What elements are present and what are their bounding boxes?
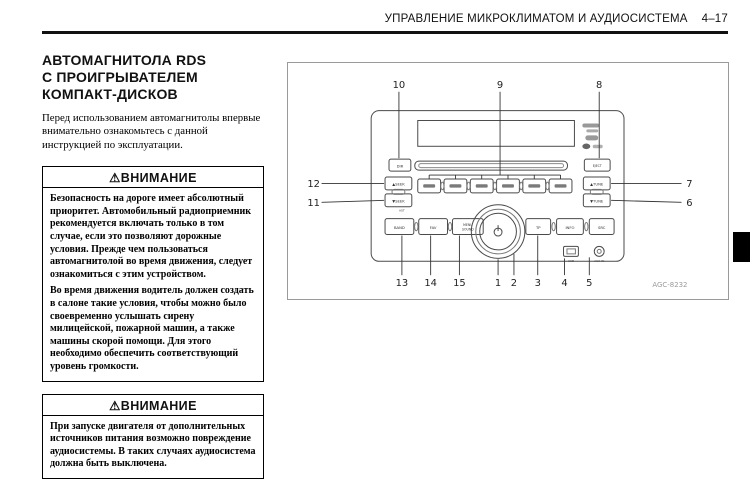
- preset-divider: [467, 182, 470, 190]
- warning-box-1: [42, 166, 264, 381]
- callout-12: 12: [307, 178, 320, 190]
- warning-box-2: [42, 394, 264, 479]
- warning-header: [43, 395, 263, 416]
- warning-body: [43, 416, 263, 478]
- figure-frame: [287, 62, 729, 300]
- usb-label: USB: [567, 258, 575, 263]
- usb-port-inner: [567, 249, 575, 254]
- intro-paragraph: Перед использованием автомагнитолы впервые внимательно ознакомьтесь с данной инструкцией по эксплуатации.: [42, 112, 261, 151]
- badge-icon: [582, 144, 590, 150]
- warning-body: [43, 188, 263, 380]
- callout-1: 1: [494, 278, 502, 290]
- callout-9: 9: [496, 79, 504, 91]
- figure-code: AGC-8232: [652, 281, 688, 290]
- preset-divider: [546, 182, 549, 190]
- tp-label: TP: [535, 226, 541, 231]
- callout-15: 15: [453, 278, 466, 290]
- button-divider: [552, 222, 555, 230]
- preset-divider: [441, 182, 444, 190]
- callout-2: 2: [510, 278, 518, 290]
- seek-down-label: ▼SEEK: [392, 199, 405, 204]
- callout-10: 10: [392, 79, 406, 91]
- section-thumb-tab: [733, 232, 750, 262]
- callout-13: 13: [395, 278, 409, 290]
- article-title-line: АВТОМАГНИТОЛА RDS: [42, 52, 207, 68]
- header-title: УПРАВЛЕНИЕ МИКРОКЛИМАТОМ И АУДИОСИСТЕМА: [384, 13, 688, 25]
- tune-up-label: ▲TUNE: [590, 182, 604, 187]
- info-label: INFO: [565, 226, 575, 231]
- callout-3: 3: [534, 278, 541, 290]
- radio-diagram: [288, 63, 726, 297]
- button-divider: [448, 222, 451, 230]
- brand-logo-icon: [582, 123, 599, 127]
- warning-title: ВНИМАНИЕ: [120, 398, 197, 413]
- button-divider: [585, 222, 588, 230]
- radio-display: [418, 121, 575, 147]
- preset-label-blob: [476, 184, 488, 187]
- page-number: 4–17: [701, 13, 728, 25]
- article-title-line: С ПРОИГРЫВАТЕЛЕМ: [42, 69, 198, 85]
- band-label: BAND: [393, 226, 405, 231]
- aux-label: AUX IN: [594, 258, 605, 263]
- warning-triangle-icon: ⚠: [109, 398, 121, 413]
- warning-paragraph: При запуске двигателя от дополнительных источников питания возможно повреждение аудиосистемы. В таких случаях аудиосистема должна быть выключена.: [50, 420, 256, 470]
- cd-logo-icon: [585, 135, 598, 140]
- volume-knob: [476, 209, 521, 254]
- ast-label: AST: [399, 208, 405, 213]
- warning-triangle-icon: ⚠: [109, 171, 121, 186]
- article-title-line: КОМПАКТ-ДИСКОВ: [42, 86, 178, 102]
- callout-7: 7: [686, 178, 693, 190]
- brand-logo-icon: [586, 129, 598, 132]
- page-header: [385, 13, 728, 25]
- preset-divider: [493, 182, 496, 190]
- cd-slot-inner: [419, 164, 564, 168]
- callout-6: 6: [686, 197, 693, 209]
- callout-8: 8: [596, 79, 603, 91]
- callout-14: 14: [424, 278, 437, 290]
- callout-11: 11: [307, 197, 320, 209]
- article-title: [42, 52, 264, 103]
- tune-down-label: ▼TUNE: [590, 199, 604, 204]
- warning-header: [43, 167, 263, 188]
- warning-paragraph: Во время движения водитель должен создать в салоне такие условия, чтобы можно было своевременно услышать сирену милицейской, пожарной машин, а также машины скорой помощи. Для этого необходимо обеспечить соответствующий уровень громкости.: [50, 285, 254, 372]
- preset-divider: [520, 182, 523, 190]
- fav-label: FAV: [429, 226, 437, 231]
- warning-paragraph: Безопасность на дороге имеет абсолютный приоритет. Автомобильный радиоприемник рекомендуется включать только в том случае, если это позволяют дорожные условия. Прежде чем пользоваться автомагнитолой во время движения, следует ознакомиться с этим устройством.: [50, 193, 253, 280]
- seek-up-label: ▲SEEK: [392, 182, 405, 187]
- usb-port-icon: [564, 246, 579, 256]
- dir-label: DIR: [396, 164, 404, 169]
- power-button: [480, 213, 517, 250]
- callout-4: 4: [561, 278, 568, 290]
- radio-faceplate: [371, 111, 624, 262]
- preset-label-blob: [502, 184, 514, 187]
- eject-label: EJECT: [592, 164, 602, 169]
- aux-jack-icon: [594, 246, 604, 256]
- text-column: [42, 52, 264, 479]
- preset-label-blob: [423, 184, 435, 187]
- preset-label-blob: [449, 184, 461, 187]
- src-label: SRC: [597, 226, 606, 231]
- sound-label: SOUND: [462, 227, 474, 232]
- callout-5: 5: [586, 278, 593, 290]
- aux-jack-pin: [597, 249, 601, 253]
- header-rule: [42, 31, 728, 34]
- warning-title: ВНИМАНИЕ: [120, 171, 197, 186]
- menu-label: MENU: [463, 223, 473, 228]
- preset-label-blob: [555, 184, 567, 187]
- button-divider: [415, 222, 418, 230]
- preset-label-blob: [528, 184, 540, 187]
- cd-slot: [415, 161, 568, 170]
- badge-icon: [593, 145, 603, 148]
